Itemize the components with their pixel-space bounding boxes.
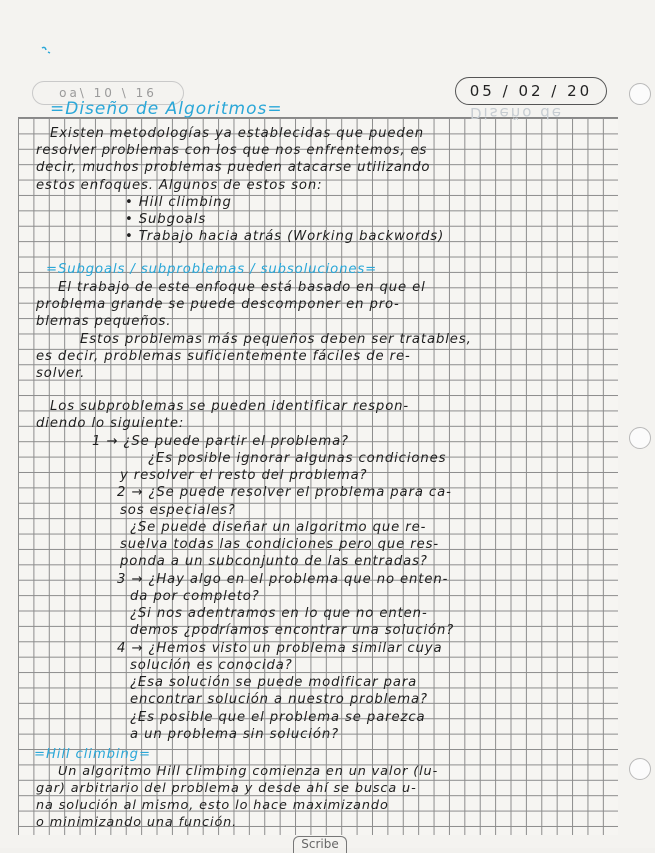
list-item: • Subgoals [125,212,207,227]
question-line: encontrar solución a nuestro problema? [130,692,428,707]
text-line: resolver problemas con los que nos enfrentemos, es [36,143,428,158]
text-line: Un algoritmo Hill climbing comienza en un valor (lu- [58,764,439,779]
text-line: El trabajo de este enfoque está basado en que el [58,280,426,295]
question-line: demos ¿podríamos encontrar una solución? [130,623,455,638]
question-line: sos especiales? [120,503,236,518]
question-line: 4 → ¿Hemos visto un problema similar cuya [117,641,443,656]
question-line: 3 → ¿Hay algo en el problema que no enten- [117,572,449,587]
section-heading-hill-climbing: =Hill climbing= [34,747,151,762]
text-line: Los subproblemas se pueden identificar respon- [50,399,410,414]
text-line: problema grande se puede descomponer en pro- [36,297,400,312]
faded-date-field: oa\ 10 \ 16 [32,81,184,105]
list-item: • Trabajo hacia atrás (Working backwords) [125,229,445,244]
text-line: Estos problemas más pequeños deben ser tratables, [80,332,472,347]
question-line: ponda a un subconjunto de las entradas? [120,554,428,569]
question-line: da por completo? [130,589,260,604]
text-line: Existen metodologías ya establecidas que pueden [50,126,424,141]
text-line: decir, muchos problemas pueden atacarse utilizando [36,160,431,175]
question-line: solución es conocida? [130,658,293,673]
bleed-through-ghost-text: Diseño de [470,104,563,122]
question-line: a un problema sin solución? [130,727,339,742]
blue-ink-mark [40,40,52,50]
question-line: ¿Es posible ignorar algunas condiciones [148,451,447,466]
question-line: ¿Esa solución se puede modificar para [130,675,418,690]
question-line: ¿Se puede diseñar un algoritmo que re- [130,520,427,535]
binder-hole [629,758,651,780]
question-line: 1 → ¿Se puede partir el problema? [92,434,349,449]
text-line: solver. [36,366,86,381]
date-field: 05 / 02 / 20 [455,77,607,105]
question-line: 2 → ¿Se puede resolver el problema para ca- [117,485,452,500]
page-title: =Diseño de Algoritmos= [50,99,283,119]
text-line: blemas pequeños. [36,314,172,329]
question-line: ¿Si nos adentramos en lo que no enten- [130,606,428,621]
text-line: gar) arbitrario del problema y desde ahí se busca u- [36,781,417,796]
list-item: • Hill climbing [125,195,232,210]
text-line: diendo lo siguiente: [36,416,185,431]
question-line: suelva todas las condiciones pero que res- [120,537,440,552]
brand-logo: Scribe [293,836,347,853]
section-heading-subgoals: =Subgoals / subproblemas / subsoluciones= [46,262,378,277]
binder-hole [629,427,651,449]
binder-hole [629,83,651,105]
text-line: es decir, problemas suficientemente fáciles de re- [36,349,411,364]
text-line: na solución al mismo, esto lo hace maximizando [36,798,389,813]
text-line: o minimizando una función. [36,815,238,830]
text-line: estos enfoques. Algunos de estos son: [36,178,323,193]
question-line: y resolver el resto del problema? [120,468,368,483]
question-line: ¿Es posible que el problema se parezca [130,710,426,725]
